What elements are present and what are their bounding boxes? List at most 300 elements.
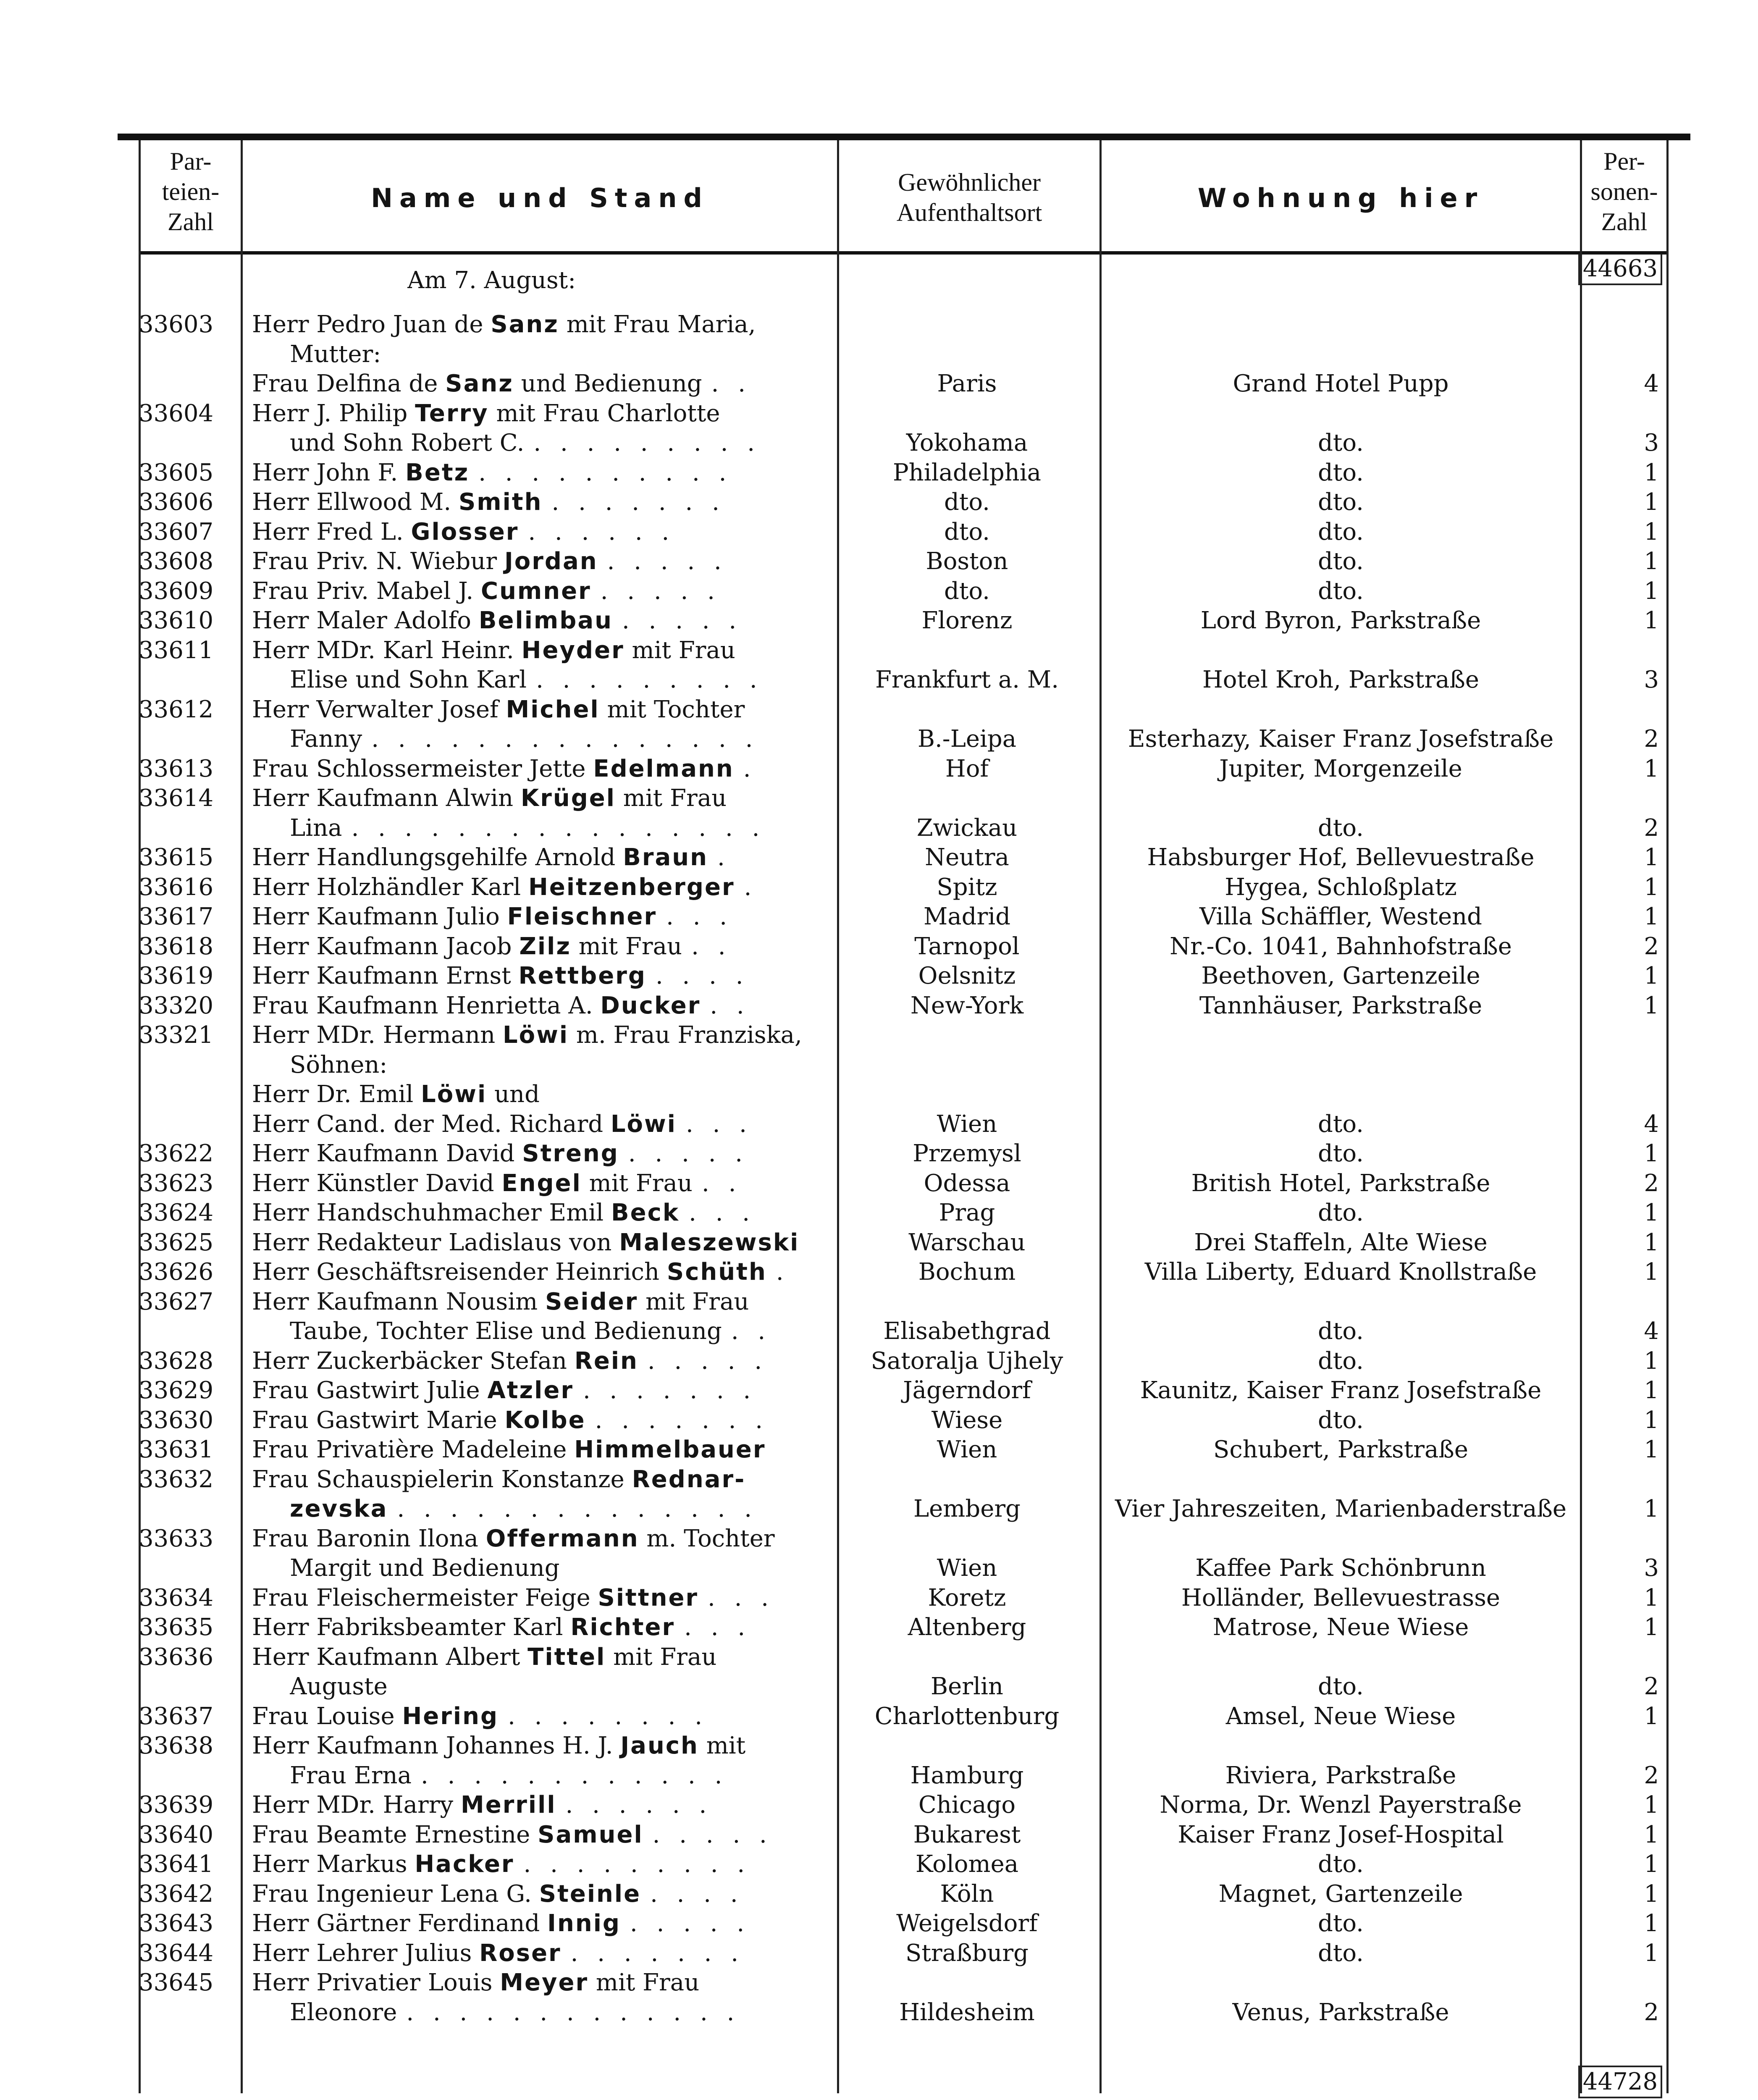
person-count: 1 bbox=[1644, 1880, 1659, 1908]
name-text: Frau Gastwirt Marie bbox=[252, 1407, 505, 1434]
table-row bbox=[0, 1406, 1758, 1435]
table-row bbox=[0, 1761, 1758, 1790]
name-text: Herr Kaufmann Alwin bbox=[252, 785, 521, 812]
local-residence: Esterhazy, Kaiser Franz Josefstraße bbox=[1128, 725, 1554, 753]
name-and-status bbox=[252, 1347, 834, 1376]
name-text: Fanny bbox=[290, 725, 362, 753]
name-text: Margit und Bedienung bbox=[290, 1554, 560, 1582]
usual-residence: dto. bbox=[944, 518, 990, 546]
person-count: 1 bbox=[1644, 548, 1659, 575]
person-count: 1 bbox=[1644, 1199, 1659, 1226]
usual-residence: Hof bbox=[945, 755, 989, 782]
name-text: Frau Ingenieur Lena G. bbox=[252, 1880, 539, 1908]
local-residence: Lord Byron, Parkstraße bbox=[1200, 607, 1481, 634]
table-row bbox=[0, 1613, 1758, 1642]
party-number: 33633 bbox=[139, 1525, 214, 1552]
usual-residence: Spitz bbox=[937, 874, 997, 901]
party-number: 33641 bbox=[139, 1851, 214, 1878]
leader-dots: . . . . . bbox=[600, 578, 721, 605]
leader-dots: . . . bbox=[684, 1614, 751, 1641]
table-row bbox=[0, 1494, 1758, 1524]
usual-residence: Przemysl bbox=[913, 1140, 1021, 1167]
name-and-status bbox=[252, 1198, 834, 1228]
local-residence: Grand Hotel Pupp bbox=[1233, 370, 1449, 397]
surname: Smith bbox=[458, 488, 543, 516]
leader-dots: . bbox=[743, 755, 757, 782]
leader-dots: . . . . . . . . . bbox=[523, 1851, 751, 1878]
party-number: 33610 bbox=[139, 607, 214, 634]
local-residence: Norma, Dr. Wenzl Payerstraße bbox=[1160, 1791, 1522, 1819]
person-count: 1 bbox=[1644, 1614, 1659, 1641]
local-residence: dto. bbox=[1318, 1673, 1364, 1700]
name-and-status bbox=[252, 695, 834, 724]
table-row bbox=[0, 1820, 1758, 1850]
surname: Terry bbox=[415, 400, 489, 427]
name-text: Herr MDr. Karl Heinr. bbox=[252, 637, 522, 664]
name-text: Auguste bbox=[290, 1673, 388, 1700]
name-and-status bbox=[290, 1494, 834, 1524]
usual-residence: Bochum bbox=[918, 1258, 1016, 1286]
name-and-status bbox=[252, 961, 834, 991]
table-row bbox=[0, 369, 1758, 399]
person-count: 1 bbox=[1644, 1584, 1659, 1612]
person-count: 1 bbox=[1644, 607, 1659, 634]
name-text: Herr Handlungsgehilfe Arnold bbox=[252, 844, 623, 871]
name-and-status bbox=[252, 517, 834, 547]
table-row bbox=[0, 843, 1758, 872]
party-number: 33624 bbox=[139, 1199, 214, 1226]
leader-dots: . . bbox=[711, 370, 752, 397]
leader-dots: . . . . . . . . . bbox=[536, 666, 763, 693]
person-count: 1 bbox=[1644, 1791, 1659, 1819]
local-residence: Villa Liberty, Eduard Knollstraße bbox=[1144, 1258, 1537, 1286]
name-and-status bbox=[290, 1317, 834, 1346]
party-number: 33642 bbox=[139, 1880, 214, 1908]
table-row bbox=[0, 1583, 1758, 1613]
usual-residence: Hildesheim bbox=[899, 1999, 1035, 2026]
party-number: 33644 bbox=[139, 1940, 214, 1967]
usual-residence: Madrid bbox=[923, 903, 1011, 930]
name-and-status bbox=[252, 1909, 834, 1938]
table-row bbox=[0, 814, 1758, 843]
leader-dots: . . . . bbox=[655, 962, 749, 990]
party-number: 33643 bbox=[139, 1910, 214, 1937]
party-number: 33639 bbox=[139, 1791, 214, 1819]
surname: Löwi bbox=[502, 1021, 569, 1049]
local-residence: dto. bbox=[1318, 459, 1364, 486]
local-residence: Habsburger Hof, Bellevuestraße bbox=[1147, 844, 1535, 871]
name-text: Herr Gärtner Ferdinand bbox=[252, 1910, 548, 1937]
name-text: Herr Kaufmann Albert bbox=[252, 1643, 528, 1671]
name-text: Frau Louise bbox=[252, 1703, 402, 1730]
name-text: und Bedienung bbox=[513, 370, 702, 397]
person-count: 3 bbox=[1644, 1554, 1659, 1582]
local-residence: Schubert, Parkstraße bbox=[1213, 1436, 1468, 1463]
name-text: Mutter: bbox=[290, 341, 381, 368]
name-and-status bbox=[252, 754, 834, 784]
person-count: 1 bbox=[1644, 903, 1659, 930]
leader-dots: . . . . . . . . . . . . . . . bbox=[371, 725, 759, 753]
name-text: mit Frau bbox=[624, 637, 735, 664]
name-text: m. Frau Franziska, bbox=[569, 1021, 802, 1049]
name-text: Herr John F. bbox=[252, 459, 406, 486]
name-text: mit Frau Charlotte bbox=[488, 400, 720, 427]
surname: Streng bbox=[522, 1140, 619, 1167]
name-and-status bbox=[252, 1435, 834, 1465]
local-residence: dto. bbox=[1318, 1940, 1364, 1967]
person-count: 4 bbox=[1644, 1110, 1659, 1138]
name-text: Herr Fred L. bbox=[252, 518, 411, 546]
leader-dots: . . . . . . . bbox=[583, 1377, 757, 1404]
party-number: 33612 bbox=[139, 696, 214, 723]
usual-residence: dto. bbox=[944, 578, 990, 605]
name-text: Frau Delfina de bbox=[252, 370, 446, 397]
leader-dots: . . . . . . . . . . . . . bbox=[406, 1999, 740, 2026]
table-row bbox=[0, 399, 1758, 428]
usual-residence: Boston bbox=[926, 548, 1008, 575]
surname: Seider bbox=[545, 1288, 638, 1315]
surname: Belimbau bbox=[478, 607, 613, 634]
person-count: 1 bbox=[1644, 1407, 1659, 1434]
name-and-status bbox=[252, 606, 834, 635]
local-residence: Holländer, Bellevuestrasse bbox=[1181, 1584, 1501, 1612]
surname: Offermann bbox=[485, 1525, 639, 1552]
person-count: 1 bbox=[1644, 1821, 1659, 1848]
header-party-count: Par- teien- Zahl bbox=[162, 147, 220, 236]
local-residence: Kaffee Park Schönbrunn bbox=[1195, 1554, 1486, 1582]
name-and-status bbox=[252, 1257, 834, 1287]
usual-residence: Chicago bbox=[918, 1791, 1016, 1819]
name-text: Herr Pedro Juan de bbox=[252, 311, 491, 338]
surname: Beck bbox=[611, 1199, 680, 1226]
party-number: 33631 bbox=[139, 1436, 214, 1463]
local-residence: dto. bbox=[1318, 1199, 1364, 1226]
name-and-status bbox=[290, 665, 834, 695]
usual-residence: Florenz bbox=[921, 607, 1013, 634]
party-number: 33637 bbox=[139, 1703, 214, 1730]
name-text: Frau Fleischermeister Feige bbox=[252, 1584, 598, 1612]
usual-residence: Jägerndorf bbox=[903, 1377, 1031, 1404]
person-count: 4 bbox=[1644, 370, 1659, 397]
surname: Innig bbox=[547, 1910, 621, 1937]
name-and-status bbox=[252, 873, 834, 902]
name-and-status bbox=[252, 547, 834, 576]
person-count: 1 bbox=[1644, 1940, 1659, 1967]
name-text: Herr MDr. Harry bbox=[252, 1791, 461, 1819]
surname: Atzler bbox=[487, 1377, 574, 1404]
person-count: 4 bbox=[1644, 1318, 1659, 1345]
name-text: Frau Priv. N. Wiebur bbox=[252, 548, 504, 575]
table-row bbox=[0, 547, 1758, 576]
party-number: 33603 bbox=[139, 311, 214, 338]
person-count: 1 bbox=[1644, 459, 1659, 486]
person-count: 1 bbox=[1644, 1436, 1659, 1463]
name-and-status bbox=[290, 428, 834, 458]
table-row bbox=[0, 636, 1758, 665]
name-text: Herr Redakteur Ladislaus von bbox=[252, 1229, 619, 1256]
local-residence: Venus, Parkstraße bbox=[1232, 1999, 1449, 2026]
name-and-status bbox=[252, 369, 834, 399]
name-and-status bbox=[252, 1820, 834, 1850]
name-and-status bbox=[252, 902, 834, 932]
leader-dots: . . . . . . . . bbox=[508, 1703, 708, 1730]
surname: Löwi bbox=[421, 1081, 487, 1108]
usual-residence: Frankfurt a. M. bbox=[875, 666, 1059, 693]
local-residence: dto. bbox=[1318, 1347, 1364, 1375]
local-residence: dto. bbox=[1318, 429, 1364, 457]
surname: Hering bbox=[402, 1703, 499, 1730]
surname: Ducker bbox=[600, 992, 701, 1019]
usual-residence: Wien bbox=[937, 1110, 997, 1138]
party-number: 33629 bbox=[139, 1377, 214, 1404]
table-row bbox=[0, 517, 1758, 547]
party-number: 33609 bbox=[139, 578, 214, 605]
table-row bbox=[0, 1968, 1758, 1998]
table-row bbox=[0, 1287, 1758, 1317]
table-row bbox=[0, 1554, 1758, 1583]
name-text: Frau Schlossermeister Jette bbox=[252, 755, 593, 782]
name-text: Herr Markus bbox=[252, 1851, 415, 1878]
local-residence: dto. bbox=[1318, 578, 1364, 605]
person-count: 1 bbox=[1644, 518, 1659, 546]
table-row bbox=[0, 1376, 1758, 1405]
name-and-status bbox=[252, 399, 834, 428]
person-count: 1 bbox=[1644, 1495, 1659, 1522]
table-row bbox=[0, 428, 1758, 458]
table-row bbox=[0, 1050, 1758, 1080]
leader-dots: . . . bbox=[708, 1584, 775, 1612]
surname: Fleischner bbox=[507, 903, 657, 930]
surname: Jauch bbox=[620, 1732, 699, 1759]
person-count: 2 bbox=[1644, 725, 1659, 753]
local-residence: Kaunitz, Kaiser Franz Josefstraße bbox=[1140, 1377, 1542, 1404]
name-text: Herr Kaufmann Ernst bbox=[252, 962, 519, 990]
name-text: Frau Erna bbox=[290, 1762, 412, 1789]
name-and-status bbox=[252, 488, 834, 517]
local-residence: dto. bbox=[1318, 1110, 1364, 1138]
local-residence: dto. bbox=[1318, 1407, 1364, 1434]
party-number: 33623 bbox=[139, 1170, 214, 1197]
carry-in-total: 44663 bbox=[1578, 254, 1662, 285]
usual-residence: B.-Leipa bbox=[917, 725, 1017, 753]
name-text: Elise und Sohn Karl bbox=[290, 666, 527, 693]
name-text: Herr J. Philip bbox=[252, 400, 415, 427]
local-residence: Villa Schäffler, Westend bbox=[1199, 903, 1482, 930]
surname: Edelmann bbox=[593, 755, 734, 782]
surname: Braun bbox=[623, 844, 708, 871]
party-number: 33613 bbox=[139, 755, 214, 782]
table-row bbox=[0, 1702, 1758, 1731]
local-residence: dto. bbox=[1318, 518, 1364, 546]
leader-dots: . . . . . . . . . . bbox=[478, 459, 732, 486]
usual-residence: New-York bbox=[910, 992, 1024, 1019]
person-count: 2 bbox=[1644, 814, 1659, 842]
usual-residence: Kolomea bbox=[915, 1851, 1019, 1878]
name-and-status bbox=[252, 1968, 834, 1998]
leader-dots: . . . bbox=[689, 1199, 756, 1226]
name-text: Herr Kaufmann Jacob bbox=[252, 933, 520, 960]
person-count: 1 bbox=[1644, 1140, 1659, 1167]
surname: Tittel bbox=[527, 1643, 606, 1671]
party-number: 33615 bbox=[139, 844, 214, 871]
name-text: Herr Kaufmann Johannes H. J. bbox=[252, 1732, 621, 1759]
surname: Krügel bbox=[520, 785, 616, 812]
party-number: 33606 bbox=[139, 488, 214, 516]
person-count: 3 bbox=[1644, 666, 1659, 693]
leader-dots: . . . . . . . bbox=[551, 488, 725, 516]
table-row bbox=[0, 1643, 1758, 1672]
surname: Betz bbox=[405, 459, 470, 486]
usual-residence: Neutra bbox=[925, 844, 1009, 871]
table-row bbox=[0, 1080, 1758, 1109]
person-count: 1 bbox=[1644, 992, 1659, 1019]
party-number: 33622 bbox=[139, 1140, 214, 1167]
name-text: Lina bbox=[290, 814, 342, 842]
table-row bbox=[0, 1465, 1758, 1494]
party-number: 33608 bbox=[139, 548, 214, 575]
name-and-status bbox=[252, 1139, 834, 1168]
table-row bbox=[0, 1257, 1758, 1287]
header-bottom-rule bbox=[139, 251, 1667, 255]
name-and-status bbox=[252, 310, 834, 339]
table-row bbox=[0, 991, 1758, 1021]
name-text: Söhnen: bbox=[290, 1051, 388, 1079]
table-row bbox=[0, 310, 1758, 339]
table-row bbox=[0, 1672, 1758, 1701]
surname: Heitzenberger bbox=[528, 874, 735, 901]
leader-dots: . . . . . . . bbox=[595, 1407, 769, 1434]
local-residence: Magnet, Gartenzeile bbox=[1218, 1880, 1463, 1908]
person-count: 1 bbox=[1644, 1347, 1659, 1375]
leader-dots: . . bbox=[691, 933, 732, 960]
table-row bbox=[0, 1198, 1758, 1228]
local-residence: Hygea, Schloßplatz bbox=[1225, 874, 1457, 901]
table-row bbox=[0, 1909, 1758, 1938]
table-row bbox=[0, 902, 1758, 932]
leader-dots: . . . bbox=[685, 1110, 753, 1138]
name-and-status bbox=[290, 1672, 834, 1701]
usual-residence: Warschau bbox=[908, 1229, 1026, 1256]
party-number: 33636 bbox=[139, 1643, 214, 1671]
table-row bbox=[0, 724, 1758, 754]
surname: Sanz bbox=[445, 370, 514, 397]
local-residence: Vier Jahreszeiten, Marienbaderstraße bbox=[1115, 1495, 1567, 1522]
table-row bbox=[0, 577, 1758, 606]
table-row bbox=[0, 754, 1758, 784]
table-row bbox=[0, 961, 1758, 991]
name-text: Herr Maler Adolfo bbox=[252, 607, 479, 634]
person-count: 1 bbox=[1644, 488, 1659, 516]
surname: Roser bbox=[479, 1940, 562, 1967]
name-and-status bbox=[252, 636, 834, 665]
name-text: Herr Fabriksbeamter Karl bbox=[252, 1614, 571, 1641]
person-count: 1 bbox=[1644, 755, 1659, 782]
party-number: 33632 bbox=[139, 1466, 214, 1493]
surname: Hacker bbox=[415, 1851, 514, 1878]
local-residence: Amsel, Neue Wiese bbox=[1225, 1703, 1456, 1730]
name-and-status bbox=[252, 932, 834, 961]
name-and-status bbox=[252, 1613, 834, 1642]
table-row bbox=[0, 784, 1758, 813]
name-and-status bbox=[252, 1524, 834, 1554]
person-count: 1 bbox=[1644, 1377, 1659, 1404]
name-text: Herr Kaufmann Julio bbox=[252, 903, 507, 930]
name-text: Frau Beamte Ernestine bbox=[252, 1821, 538, 1848]
party-number: 33614 bbox=[139, 785, 214, 812]
surname: Himmelbauer bbox=[574, 1436, 766, 1463]
person-count: 1 bbox=[1644, 874, 1659, 901]
usual-residence: Koretz bbox=[928, 1584, 1006, 1612]
name-text: Herr Handschuhmacher Emil bbox=[252, 1199, 611, 1226]
name-and-status bbox=[252, 991, 834, 1021]
name-text: Herr Zuckerbäcker Stefan bbox=[252, 1347, 575, 1375]
surname: Glosser bbox=[411, 518, 519, 546]
name-and-status bbox=[252, 1021, 834, 1050]
usual-residence: Philadelphia bbox=[892, 459, 1042, 486]
leader-dots: . bbox=[776, 1258, 790, 1286]
name-and-status bbox=[252, 1939, 834, 1968]
person-count: 1 bbox=[1644, 962, 1659, 990]
leader-dots: . bbox=[744, 874, 758, 901]
surname: Löwi bbox=[610, 1110, 677, 1138]
name-text: m. Tochter bbox=[639, 1525, 775, 1552]
name-text: mit Frau bbox=[571, 933, 682, 960]
local-residence: Riviera, Parkstraße bbox=[1225, 1762, 1456, 1789]
usual-residence: Yokohama bbox=[906, 429, 1028, 457]
leader-dots: . . . . . bbox=[622, 607, 743, 634]
local-residence: dto. bbox=[1318, 1851, 1364, 1878]
name-and-status bbox=[252, 1376, 834, 1405]
table-row bbox=[0, 340, 1758, 369]
party-number: 33320 bbox=[139, 992, 214, 1019]
name-text: Frau Baronin Ilona bbox=[252, 1525, 486, 1552]
leader-dots: . . . . bbox=[650, 1880, 744, 1908]
name-and-status bbox=[252, 1880, 834, 1909]
name-and-status bbox=[252, 1110, 834, 1139]
surname: Richter bbox=[570, 1614, 675, 1641]
party-number: 33605 bbox=[139, 459, 214, 486]
name-text: Herr Künstler David bbox=[252, 1170, 502, 1197]
party-number: 33645 bbox=[139, 1969, 214, 1996]
party-number: 33635 bbox=[139, 1614, 214, 1641]
table-row bbox=[0, 606, 1758, 635]
name-text: Herr Geschäftsreisender Heinrich bbox=[252, 1258, 667, 1286]
party-number: 33619 bbox=[139, 962, 214, 990]
surname: Kolbe bbox=[504, 1407, 586, 1434]
table-row bbox=[0, 1731, 1758, 1761]
party-number: 33640 bbox=[139, 1821, 214, 1848]
party-number: 33627 bbox=[139, 1288, 214, 1315]
usual-residence: Straßburg bbox=[905, 1940, 1029, 1967]
party-number: 33628 bbox=[139, 1347, 214, 1375]
name-text: Herr Ellwood M. bbox=[252, 488, 459, 516]
person-count: 1 bbox=[1644, 1258, 1659, 1286]
name-text: Frau Privatière Madeleine bbox=[252, 1436, 575, 1463]
header-person-count: Per- sonen- Zahl bbox=[1590, 147, 1658, 236]
local-residence: dto. bbox=[1318, 1910, 1364, 1937]
local-residence: Jupiter, Morgenzeile bbox=[1219, 755, 1462, 782]
name-text: Herr MDr. Hermann bbox=[252, 1021, 503, 1049]
table-row bbox=[0, 1850, 1758, 1879]
surname: Samuel bbox=[538, 1821, 643, 1848]
table-row bbox=[0, 458, 1758, 488]
usual-residence: Lemberg bbox=[913, 1495, 1021, 1522]
surname: Sittner bbox=[598, 1584, 699, 1612]
name-text: mit Frau bbox=[588, 1969, 700, 1996]
party-number: 33616 bbox=[139, 874, 214, 901]
person-count: 1 bbox=[1644, 1851, 1659, 1878]
party-number: 33321 bbox=[139, 1021, 214, 1049]
